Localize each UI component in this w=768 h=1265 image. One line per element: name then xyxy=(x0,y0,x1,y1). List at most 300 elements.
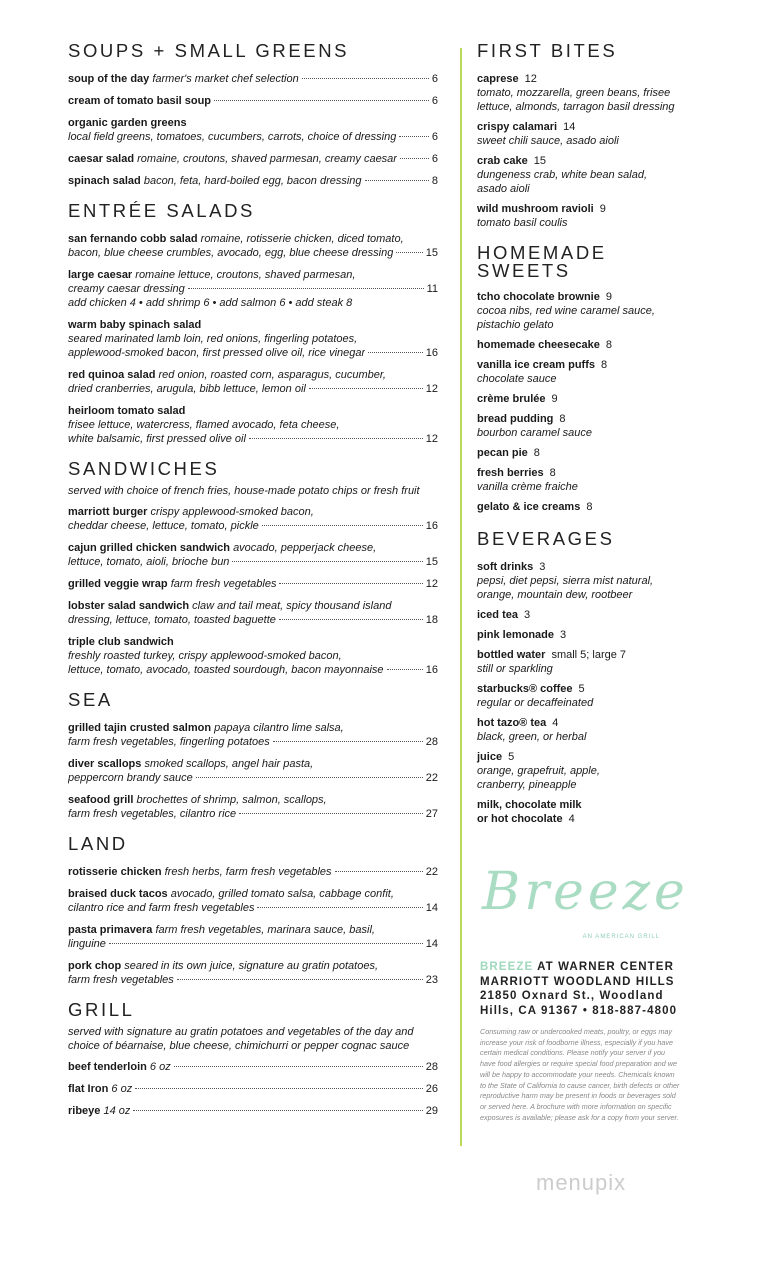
item-price: 8 xyxy=(431,175,438,187)
item-price: 8 xyxy=(601,359,608,371)
menu-item xyxy=(477,446,689,460)
item-name: beef tenderloin xyxy=(68,1061,147,1073)
item-price: 4 xyxy=(568,813,575,825)
item-description: farm fresh vegetables, marinara sauce, basil, xyxy=(155,924,375,936)
item-price: 23 xyxy=(425,974,438,986)
menu-item xyxy=(68,318,438,360)
item-price: 12 xyxy=(524,73,537,85)
item-description: freshly roasted turkey, crispy applewood-smoked bacon, xyxy=(68,650,342,662)
menu-item xyxy=(477,716,689,744)
item-description: red onion, roasted corn, asparagus, cucumber, xyxy=(158,369,386,381)
menu-item xyxy=(68,577,438,591)
item-name: caprese xyxy=(477,73,519,85)
item-name: hot tazo® tea xyxy=(477,717,547,729)
item-row xyxy=(68,152,438,166)
item-name: soft drinks xyxy=(477,561,534,573)
item-price: 28 xyxy=(425,1061,438,1073)
item-price: 8 xyxy=(559,413,566,425)
menu-section xyxy=(68,458,438,677)
address-brand: BREEZE xyxy=(480,961,534,973)
item-row xyxy=(68,346,438,360)
item-description: brochettes of shrimp, salmon, scallops, xyxy=(136,794,327,806)
item-first-line xyxy=(68,116,438,130)
item-name: pasta primavera xyxy=(68,924,153,936)
leader-dots xyxy=(232,561,422,562)
item-price: 15 xyxy=(533,155,547,167)
section-title: FIRST BITES xyxy=(477,40,618,61)
item-description: farm fresh vegetables, cilantro rice xyxy=(68,808,237,820)
item-description: sweet chili sauce, asado aioli xyxy=(477,135,619,147)
menu-item xyxy=(477,392,689,406)
item-price: 9 xyxy=(599,203,606,215)
item-name: pink lemonade xyxy=(477,629,555,641)
item-row xyxy=(68,282,438,296)
item-name: bread pudding xyxy=(477,413,554,425)
item-description: romaine, croutons, shaved parmesan, creamy caesar xyxy=(137,153,397,165)
item-name: rotisserie chicken xyxy=(68,866,162,878)
item-first-line xyxy=(68,721,438,735)
left-column xyxy=(68,40,438,1130)
section-title: BEVERAGES xyxy=(477,528,615,549)
item-description: linguine xyxy=(68,938,106,950)
health-disclaimer: Consuming raw or undercooked meats, poultry, or eggs may increase your risk of foodborne illness, especially if you have certain medical conditions. Please notify your server if you have food allergies or require special food preparation and we will be happy to accommodate your needs. Chemicals known to the State of California to cause cancer, birth defects or other reproductive harm may be present in foods or beverages sold or served here. A brochure with more information on specific exposures is available; please ask for a copy from your server. xyxy=(480,1027,680,1122)
leader-dots xyxy=(257,907,422,908)
menu-item xyxy=(68,72,438,86)
breeze-logo xyxy=(480,858,690,958)
leader-dots xyxy=(177,979,423,980)
item-description: avocado, grilled tomato salsa, cabbage confit, xyxy=(170,888,394,900)
leader-dots xyxy=(196,777,423,778)
leader-dots xyxy=(262,525,423,526)
item-first-line xyxy=(68,887,438,901)
menu-item xyxy=(477,338,689,352)
section-title: GRILL xyxy=(68,999,135,1020)
item-description: romaine, rotisserie chicken, diced tomato, xyxy=(200,233,404,245)
item-description: smoked scallops, angel hair pasta, xyxy=(144,758,314,770)
item-description: bourbon caramel sauce xyxy=(477,427,592,439)
item-name: diver scallops xyxy=(68,758,142,770)
item-row xyxy=(68,937,438,951)
item-description: lettuce, almonds, tarragon basil dressing xyxy=(477,101,675,113)
item-description: cranberry, pineapple xyxy=(477,779,577,791)
item-text xyxy=(68,174,362,188)
item-row xyxy=(68,72,438,86)
section-subtitle: served with signature au gratin potatoes and vegetables of the day and choice of béarnaise, blue cheese, chimichurri or pepper cognac sauce xyxy=(68,1026,414,1052)
menu-item xyxy=(68,268,438,310)
item-row xyxy=(68,613,438,627)
item-name: braised duck tacos xyxy=(68,888,168,900)
item-description: cilantro rice and farm fresh vegetables xyxy=(68,902,255,914)
item-name: homemade cheesecake xyxy=(477,339,600,351)
item-name: starbucks® coffee xyxy=(477,683,573,695)
restaurant-address xyxy=(480,960,682,1018)
item-price: 5 xyxy=(578,683,585,695)
item-description: cheddar cheese, lettuce, tomato, pickle xyxy=(68,520,259,532)
item-row xyxy=(68,865,438,879)
logo-subtitle: AN AMERICAN GRILL xyxy=(582,934,660,940)
item-price: 8 xyxy=(586,501,593,513)
menu-item xyxy=(68,404,438,446)
item-row xyxy=(68,1104,438,1118)
item-description: 6 oz xyxy=(111,1083,133,1095)
item-description: pistachio gelato xyxy=(477,319,554,331)
section-title: SEA xyxy=(68,689,113,710)
item-name: cajun grilled chicken sandwich xyxy=(68,542,230,554)
item-name: triple club sandwich xyxy=(68,636,174,648)
item-name: cream of tomato basil soup xyxy=(68,95,212,107)
item-row xyxy=(68,94,438,108)
item-text xyxy=(68,865,332,879)
item-name-continued: or hot chocolate xyxy=(477,813,563,825)
item-row xyxy=(68,1060,438,1074)
leader-dots xyxy=(365,180,429,181)
leader-dots xyxy=(400,158,429,159)
item-description: fresh herbs, farm fresh vegetables xyxy=(164,866,332,878)
item-row xyxy=(68,807,438,821)
item-price: 26 xyxy=(425,1083,438,1095)
item-row xyxy=(68,246,438,260)
menu-item xyxy=(68,599,438,627)
item-price: 12 xyxy=(425,383,438,395)
item-price: 6 xyxy=(431,95,438,107)
menu-item xyxy=(68,1104,438,1118)
item-price: 11 xyxy=(426,283,438,295)
item-name: organic garden greens xyxy=(68,117,187,129)
item-price: 18 xyxy=(425,614,438,626)
menu-item xyxy=(477,798,689,826)
leader-dots xyxy=(249,438,423,439)
item-name: pecan pie xyxy=(477,447,528,459)
item-description: peppercorn brandy sauce xyxy=(68,772,193,784)
menu-item xyxy=(477,560,689,602)
menu-item xyxy=(477,72,689,114)
menu-section xyxy=(477,528,689,826)
menu-item xyxy=(68,923,438,951)
item-first-line xyxy=(68,232,438,246)
item-first-line xyxy=(68,505,438,519)
item-name: san fernando cobb salad xyxy=(68,233,198,245)
item-name: large caesar xyxy=(68,269,133,281)
item-description: local field greens, tomatoes, cucumbers, carrots, choice of dressing xyxy=(68,131,397,143)
item-name: tcho chocolate brownie xyxy=(477,291,600,303)
logo-text: Breeze xyxy=(482,862,689,922)
item-description: avocado, pepperjack cheese, xyxy=(233,542,377,554)
item-name: wild mushroom ravioli xyxy=(477,203,594,215)
menu-item xyxy=(68,1082,438,1096)
item-price: 9 xyxy=(551,393,558,405)
item-price: 16 xyxy=(425,664,438,676)
menu-section xyxy=(68,833,438,987)
item-description: tomato basil coulis xyxy=(477,217,568,229)
item-text xyxy=(68,577,276,591)
item-name: crispy calamari xyxy=(477,121,558,133)
item-description: farm fresh vegetables, fingerling potatoes xyxy=(68,736,270,748)
item-row xyxy=(68,174,438,188)
menu-item xyxy=(477,608,689,622)
leader-dots xyxy=(239,813,423,814)
item-first-line xyxy=(68,318,438,332)
item-description: black, green, or herbal xyxy=(477,731,587,743)
item-row xyxy=(68,555,438,569)
section-title: LAND xyxy=(68,833,128,854)
item-name: pork chop xyxy=(68,960,122,972)
item-price: 29 xyxy=(425,1105,438,1117)
item-description: vanilla crème fraiche xyxy=(477,481,578,493)
leader-dots xyxy=(188,288,424,289)
item-name: grilled tajin crusted salmon xyxy=(68,722,212,734)
menu-item xyxy=(477,290,689,332)
leader-dots xyxy=(279,619,423,620)
item-price: 8 xyxy=(533,447,540,459)
item-price: 8 xyxy=(605,339,613,351)
item-row xyxy=(68,973,438,987)
menu-item xyxy=(477,648,689,676)
address-line2: MARRIOTT WOODLAND HILLS xyxy=(480,975,675,988)
item-price: 15 xyxy=(425,556,438,568)
leader-dots xyxy=(135,1088,423,1089)
item-first-line xyxy=(68,599,438,613)
item-price: 6 xyxy=(431,131,438,143)
item-row xyxy=(68,1082,438,1096)
leader-dots xyxy=(273,741,423,742)
address-line1: AT WARNER CENTER xyxy=(533,961,674,973)
address-line4: Hills, CA 91367 • 818-887-4800 xyxy=(480,1004,678,1017)
leader-dots xyxy=(399,136,429,137)
item-description: pepsi, diet pepsi, sierra mist natural, xyxy=(477,575,654,587)
item-price: 3 xyxy=(560,629,567,641)
menu-item xyxy=(68,174,438,188)
item-description: frisee lettuce, watercress, flamed avocado, feta cheese, xyxy=(68,419,340,431)
item-description: farmer's market chef selection xyxy=(152,73,299,85)
item-description: 6 oz xyxy=(149,1061,171,1073)
item-description: bacon, blue cheese crumbles, avocado, egg, blue cheese dressing xyxy=(68,247,394,259)
item-text xyxy=(68,1082,132,1096)
menu-section xyxy=(68,689,438,821)
item-name: lobster salad sandwich xyxy=(68,600,190,612)
menu-section xyxy=(477,40,689,230)
leader-dots xyxy=(109,943,423,944)
menu-item xyxy=(477,202,689,230)
item-name: iced tea xyxy=(477,609,518,621)
item-first-line xyxy=(68,404,438,418)
item-name: crab cake xyxy=(477,155,528,167)
menu-section xyxy=(68,200,438,446)
item-description: farm fresh vegetables xyxy=(170,578,277,590)
item-name: flat Iron xyxy=(68,1083,109,1095)
menu-item xyxy=(68,887,438,915)
item-first-line xyxy=(68,959,438,973)
item-price: 3 xyxy=(539,561,546,573)
item-description: creamy caesar dressing xyxy=(68,283,185,295)
item-first-line xyxy=(68,368,438,382)
item-price: 22 xyxy=(425,772,438,784)
item-description: bacon, feta, hard-boiled egg, bacon dressing xyxy=(143,175,362,187)
item-row xyxy=(68,901,438,915)
item-name: milk, chocolate milk xyxy=(477,799,582,811)
item-description: lettuce, tomato, avocado, toasted sourdough, bacon mayonnaise xyxy=(68,664,384,676)
item-description: farm fresh vegetables xyxy=(68,974,174,986)
item-name: soup of the day xyxy=(68,73,150,85)
item-first-line xyxy=(68,541,438,555)
item-price: 14 xyxy=(563,121,576,133)
item-description: white balsamic, first pressed olive oil xyxy=(68,433,246,445)
item-row xyxy=(68,577,438,591)
item-description: asado aioli xyxy=(477,183,530,195)
item-first-line xyxy=(68,635,438,649)
item-description: regular or decaffeinated xyxy=(477,697,594,709)
item-price: 14 xyxy=(425,938,438,950)
leader-dots xyxy=(174,1066,423,1067)
menu-item xyxy=(68,116,438,144)
menu-item xyxy=(477,750,689,792)
item-description: chocolate sauce xyxy=(477,373,557,385)
item-description: applewood-smoked bacon, first pressed olive oil, rice vinegar xyxy=(68,347,366,359)
item-name: spinach salad xyxy=(68,175,141,187)
item-price: 14 xyxy=(425,902,438,914)
item-description: orange, mountain dew, rootbeer xyxy=(477,589,633,601)
menu-item xyxy=(68,94,438,108)
item-first-line xyxy=(68,793,438,807)
menu-item xyxy=(68,635,438,677)
menu-item xyxy=(68,959,438,987)
item-name: vanilla ice cream puffs xyxy=(477,359,595,371)
item-price: 9 xyxy=(605,291,612,303)
item-price: small 5; large 7 xyxy=(551,649,627,661)
leader-dots xyxy=(368,352,423,353)
item-row xyxy=(68,130,438,144)
leader-dots xyxy=(214,100,429,101)
item-name: juice xyxy=(477,751,503,763)
item-description: cocoa nibs, red wine caramel sauce, xyxy=(477,305,655,317)
menu-section xyxy=(68,999,438,1118)
item-description: crispy applewood-smoked bacon, xyxy=(150,506,314,518)
item-description: dried cranberries, arugula, bibb lettuce, lemon oil xyxy=(68,383,306,395)
menu-item xyxy=(68,1060,438,1074)
right-column xyxy=(477,40,689,840)
menu-section xyxy=(68,40,438,188)
item-price: 6 xyxy=(431,73,438,85)
item-price: 22 xyxy=(425,866,438,878)
item-first-line xyxy=(68,268,438,282)
item-price: 16 xyxy=(425,347,438,359)
leader-dots xyxy=(279,583,422,584)
item-price: 3 xyxy=(523,609,531,621)
item-name: bottled water xyxy=(477,649,546,661)
menu-section xyxy=(477,244,689,514)
menu-item xyxy=(477,682,689,710)
leader-dots xyxy=(133,1110,422,1111)
item-name: heirloom tomato salad xyxy=(68,405,186,417)
menu-item xyxy=(68,757,438,785)
item-row xyxy=(68,382,438,396)
leader-dots xyxy=(309,388,423,389)
menu-item xyxy=(477,120,689,148)
item-row xyxy=(68,432,438,446)
item-name: warm baby spinach salad xyxy=(68,319,202,331)
leader-dots xyxy=(335,871,423,872)
menu-item xyxy=(68,865,438,879)
menu-item xyxy=(68,505,438,533)
column-divider xyxy=(460,48,462,1146)
item-price: 6 xyxy=(431,153,438,165)
item-name: red quinoa salad xyxy=(68,369,156,381)
item-price: 5 xyxy=(508,751,515,763)
item-name: marriott burger xyxy=(68,506,148,518)
item-text xyxy=(68,152,397,166)
menu-item xyxy=(477,466,689,494)
menu-item xyxy=(477,500,689,514)
menu-item xyxy=(477,412,689,440)
leader-dots xyxy=(302,78,429,79)
menu-item xyxy=(68,793,438,821)
item-row xyxy=(68,771,438,785)
item-description: tomato, mozzarella, green beans, frisee xyxy=(477,87,671,99)
item-row xyxy=(68,519,438,533)
item-row xyxy=(68,663,438,677)
menu-item xyxy=(68,152,438,166)
item-price: 15 xyxy=(425,247,438,259)
item-name: ribeye xyxy=(68,1105,101,1117)
item-price: 4 xyxy=(552,717,559,729)
item-text xyxy=(68,94,211,108)
item-description: seared marinated lamb loin, red onions, fingerling potatoes, xyxy=(68,333,358,345)
leader-dots xyxy=(387,669,423,670)
item-description: dressing, lettuce, tomato, toasted baguette xyxy=(68,614,276,626)
item-name: caesar salad xyxy=(68,153,135,165)
menu-item xyxy=(477,358,689,386)
menu-item xyxy=(477,628,689,642)
item-price: 8 xyxy=(549,467,556,479)
item-price: 27 xyxy=(425,808,438,820)
menu-item xyxy=(477,154,689,196)
item-name: grilled veggie wrap xyxy=(68,578,168,590)
menu-item xyxy=(68,541,438,569)
item-price: 12 xyxy=(425,578,438,590)
section-title: HOMEMADE SWEETS xyxy=(477,242,607,281)
item-text xyxy=(68,1104,130,1118)
section-subtitle: served with choice of french fries, house-made potato chips or fresh fruit xyxy=(68,485,420,497)
item-first-line xyxy=(68,757,438,771)
item-name: gelato & ice creams xyxy=(477,501,581,513)
item-description: papaya cilantro lime salsa, xyxy=(214,722,344,734)
item-description: lettuce, tomato, aioli, brioche bun xyxy=(68,556,230,568)
item-name: fresh berries xyxy=(477,467,544,479)
item-description: add chicken 4 • add shrimp 6 • add salmon 6 • add steak 8 xyxy=(68,297,353,309)
item-description: seared in its own juice, signature au gratin potatoes, xyxy=(124,960,378,972)
item-description: orange, grapefruit, apple, xyxy=(477,765,600,777)
section-title: ENTRÉE SALADS xyxy=(68,200,255,221)
item-description: 14 oz xyxy=(103,1105,131,1117)
item-description: still or sparkling xyxy=(477,663,553,675)
item-name: crème brulée xyxy=(477,393,546,405)
item-name: seafood grill xyxy=(68,794,134,806)
item-row xyxy=(68,735,438,749)
item-text xyxy=(68,72,299,86)
item-text xyxy=(68,1060,171,1074)
watermark: menupix xyxy=(536,1170,627,1195)
item-description: dungeness crab, white bean salad, xyxy=(477,169,648,181)
menu-item xyxy=(68,721,438,749)
item-price: 16 xyxy=(425,520,438,532)
item-price: 28 xyxy=(425,736,438,748)
address-line3: 21850 Oxnard St., Woodland xyxy=(480,990,664,1002)
leader-dots xyxy=(396,252,422,253)
item-price: 12 xyxy=(425,433,438,445)
item-first-line xyxy=(68,923,438,937)
menu-item xyxy=(68,368,438,396)
section-title: SANDWICHES xyxy=(68,458,220,479)
item-description: romaine lettuce, croutons, shaved parmesan, xyxy=(135,269,356,281)
